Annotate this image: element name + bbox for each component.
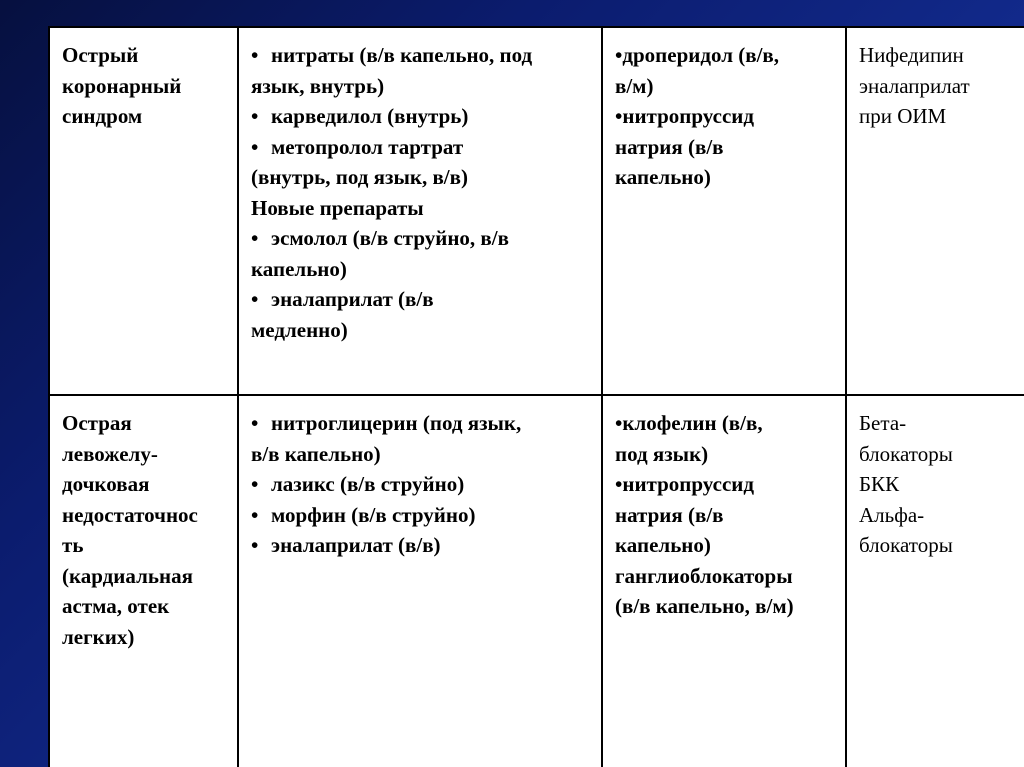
drug-list-item [251, 469, 591, 500]
drug-list-item [251, 101, 591, 132]
contraindicated-drug-line: Альфа- [859, 502, 925, 527]
drug-text: Новые препараты [251, 195, 424, 220]
drug-text: капельно) [251, 256, 347, 281]
drug-list-item [251, 193, 591, 224]
contraindicated-drug-line: БКК [859, 472, 900, 496]
drug-text: язык, внутрь) [251, 73, 385, 98]
drug-text: эналаприлат (в/в [271, 287, 434, 311]
alternative-drug-line: •нитропруссид [615, 472, 755, 496]
contraindicated-drugs-cell [846, 395, 1024, 767]
first-line-drugs-cell [238, 395, 602, 767]
drug-list-item [251, 71, 591, 102]
contraindicated-drugs-cell [846, 27, 1024, 395]
condition-text-line: синдром [62, 104, 143, 128]
drug-text: морфин (в/в струйно) [271, 502, 476, 527]
drug-text: лазикс (в/в струйно) [271, 472, 465, 496]
alternative-drug-line: капельно) [615, 165, 711, 189]
condition-text-line: (кардиальная [62, 563, 193, 588]
drug-list-item [251, 530, 591, 561]
alternative-drug-line: натрия (в/в [615, 502, 724, 527]
alternative-drug-line: •клофелин (в/в, [615, 411, 763, 435]
condition-cell [49, 27, 238, 395]
drug-list-item [251, 439, 591, 470]
drug-list-item [251, 284, 591, 315]
drug-text: в/в капельно) [251, 441, 381, 466]
drug-text: нитроглицерин (под язык, [271, 411, 522, 435]
drug-table [48, 26, 1024, 767]
alternative-drug-line: натрия (в/в [615, 134, 724, 159]
contraindicated-drug-line: эналаприлат [859, 73, 970, 98]
bullet-icon: • [251, 104, 259, 128]
alternative-drug-line: (в/в капельно, в/м) [615, 594, 794, 618]
condition-text-line: ть [62, 533, 84, 557]
drug-text: медленно) [251, 317, 348, 342]
bullet-icon: • [251, 134, 259, 159]
table-row [49, 395, 1024, 767]
condition-text-line: легких) [62, 624, 135, 649]
bullet-icon: • [251, 472, 259, 496]
bullet-icon: • [251, 533, 259, 557]
alternative-drug-line: капельно) [615, 533, 711, 557]
drug-list-item [251, 162, 591, 193]
alternative-drug-line: ганглиоблокаторы [615, 563, 793, 588]
condition-text-line: дочковая [62, 472, 150, 496]
condition-text-line: левожелу- [62, 441, 158, 466]
drug-text: метопролол тартрат [271, 134, 464, 159]
bullet-icon: • [251, 43, 259, 67]
bullet-icon: • [251, 287, 259, 311]
condition-text-line: астма, отек [62, 594, 170, 618]
drug-list-item [251, 500, 591, 531]
drug-text: эсмолол (в/в струйно, в/в [271, 226, 509, 250]
condition-text-line: Острый [62, 43, 139, 67]
condition-text-line: недостаточнос [62, 502, 198, 527]
drug-list-item [251, 408, 591, 439]
contraindicated-drug-line: блокаторы [859, 533, 953, 557]
condition-text-line: Острая [62, 411, 132, 435]
bullet-icon: • [251, 502, 259, 527]
alternative-drug-line: •дроперидол (в/в, [615, 43, 779, 67]
drug-text: карведилол (внутрь) [271, 104, 469, 128]
drug-list-item [251, 40, 591, 71]
table-row [49, 27, 1024, 395]
condition-cell [49, 395, 238, 767]
bullet-icon: • [251, 226, 259, 250]
alternative-drug-line: •нитропруссид [615, 104, 755, 128]
alternative-drug-line: в/м) [615, 73, 654, 98]
drug-text: нитраты (в/в капельно, под [271, 43, 533, 67]
drug-list-item [251, 132, 591, 163]
drug-text: эналаприлат (в/в) [271, 533, 441, 557]
condition-text-line: коронарный [62, 73, 182, 98]
drug-list-item [251, 315, 591, 346]
contraindicated-drug-line: при ОИМ [859, 104, 947, 128]
alternative-drugs-cell [602, 27, 846, 395]
bullet-icon: • [251, 411, 259, 435]
contraindicated-drug-line: Бета- [859, 411, 907, 435]
alternative-drug-line: под язык) [615, 441, 709, 466]
drug-list-item [251, 254, 591, 285]
drug-list-item [251, 223, 591, 254]
drug-text: (внутрь, под язык, в/в) [251, 165, 468, 189]
contraindicated-drug-line: Нифедипин [859, 43, 964, 67]
alternative-drugs-cell [602, 395, 846, 767]
contraindicated-drug-line: блокаторы [859, 441, 953, 466]
first-line-drugs-cell [238, 27, 602, 395]
